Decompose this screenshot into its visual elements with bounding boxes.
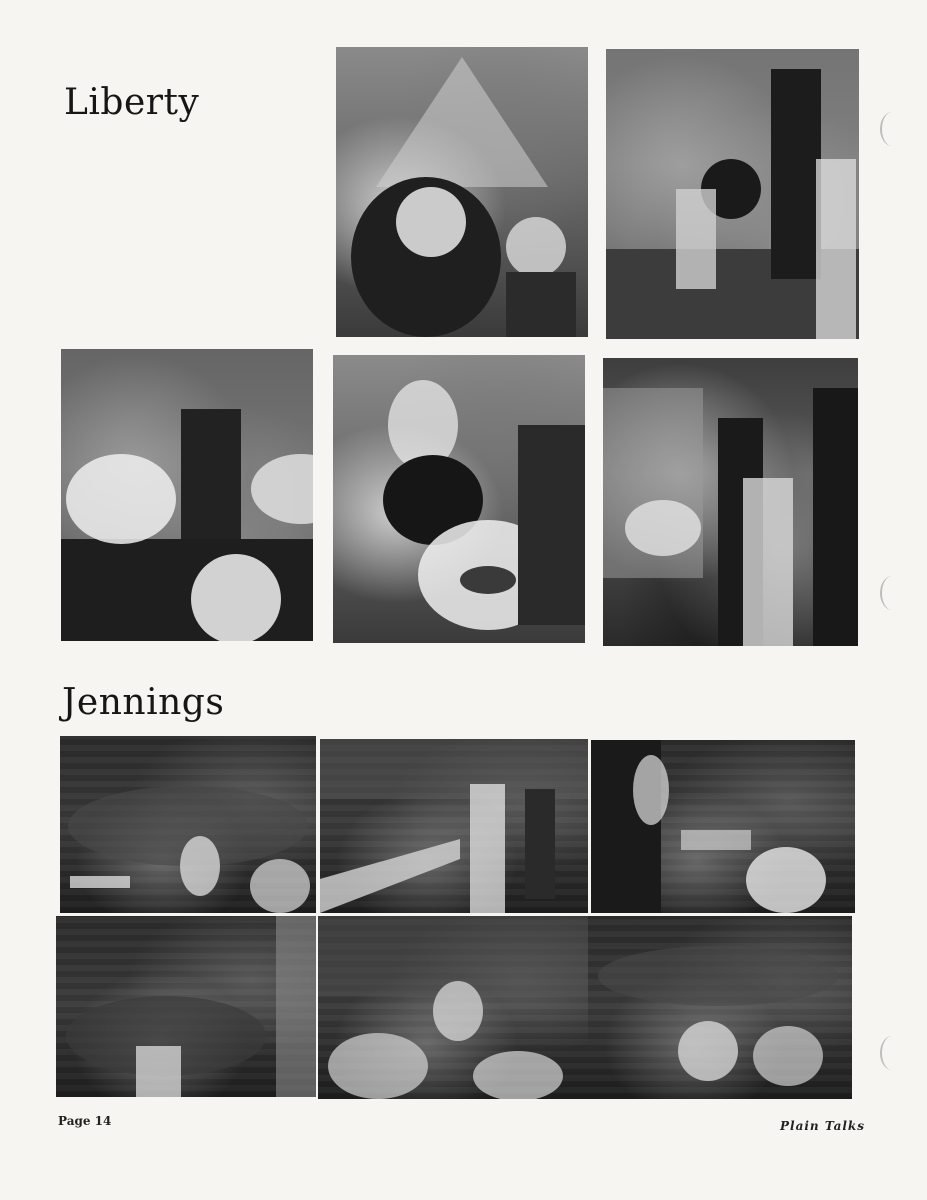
liberty-photo-children-gift (333, 355, 585, 643)
page-number: Page 14 (58, 1114, 112, 1128)
liberty-photo-girl-santa (61, 349, 313, 641)
liberty-photo-santa-tree (336, 47, 588, 337)
jennings-photo-party-crowd (60, 736, 316, 913)
binder-hole (880, 576, 904, 610)
jennings-photo-santa-arrival (318, 916, 588, 1099)
jennings-photo-santa-children (591, 740, 855, 913)
liberty-photo-santa-gifts (603, 358, 858, 646)
jennings-photo-refreshment-table (320, 739, 588, 913)
liberty-heading: Liberty (64, 82, 200, 123)
binder-hole (880, 1036, 904, 1070)
binder-hole (880, 112, 904, 146)
jennings-photo-children-seated (56, 916, 316, 1097)
jennings-heading: Jennings (62, 682, 225, 723)
jennings-photo-audience (588, 916, 852, 1099)
liberty-photo-santa-visit (606, 49, 859, 339)
publication-name: Plain Talks (780, 1119, 866, 1133)
